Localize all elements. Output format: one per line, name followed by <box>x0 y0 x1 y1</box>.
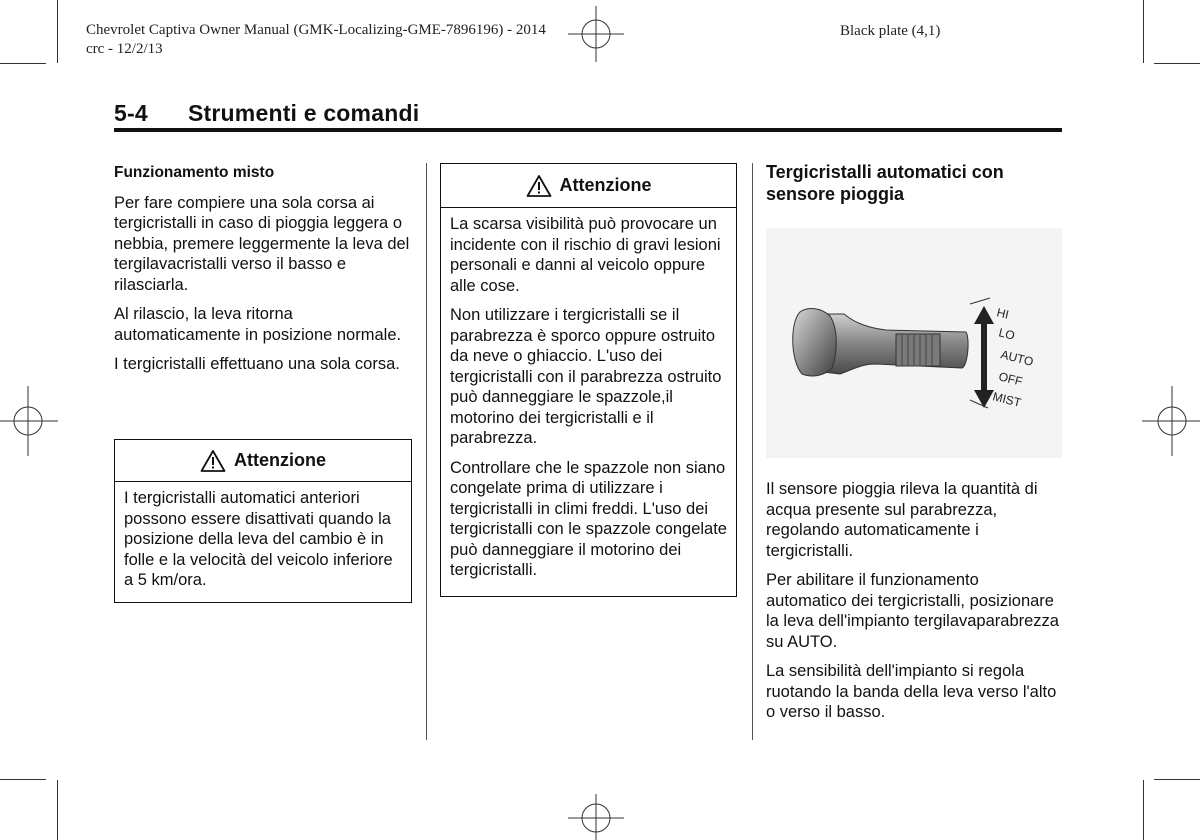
warning-triangle-icon <box>200 449 226 473</box>
subsection-heading: Tergicristalli automatici con sensore pioggia <box>766 162 1004 204</box>
crop-mark-bottom-right-h <box>1154 779 1200 780</box>
paragraph: Al rilascio, la leva ritorna automaticamente in posizione normale. <box>114 305 402 344</box>
registration-mark-icon <box>568 6 624 62</box>
column-3-body <box>766 479 1062 732</box>
warning-triangle-icon <box>526 174 552 198</box>
subheading: Funzionamento misto <box>114 164 275 181</box>
column-3-heading <box>766 161 1062 205</box>
warning-box <box>440 163 737 597</box>
crop-mark-top-left-v <box>57 0 58 63</box>
figure-label-off: OFF <box>997 369 1024 389</box>
wiper-lever-figure <box>766 228 1062 458</box>
figure-label-lo: LO <box>997 325 1017 343</box>
warning-header <box>441 164 736 208</box>
warning-text: La scarsa visibilità può provocare un incidente con il rischio di gravi lesioni personali e danni al veicolo oppure alle cose. <box>450 215 721 295</box>
wiper-lever-illustration <box>766 228 1062 458</box>
header-manual-title: Chevrolet Captiva Owner Manual (GMK-Localizing-GME-7896196) - 2014 <box>86 22 546 38</box>
warning-title: Attenzione <box>234 450 326 470</box>
running-header-left <box>86 21 546 59</box>
column-divider <box>426 163 427 740</box>
warning-text: Non utilizzare i tergicristalli se il parabrezza è sporco oppure ostruito da neve o ghiaccio. L'uso dei tergicristalli con il parabrezza ostruito può danneggiare le spazzole,il motorino dei tergicristalli e il parabrezza. <box>450 306 722 447</box>
figure-label-auto: AUTO <box>999 347 1035 369</box>
crop-mark-top-right-v <box>1143 0 1144 63</box>
warning-title: Attenzione <box>559 175 652 195</box>
section-number: 5-4 <box>114 100 148 126</box>
paragraph: Il sensore pioggia rileva la quantità di acqua presente sul parabrezza, regolando automaticamente i tergicristalli. <box>766 480 1038 560</box>
crop-mark-bottom-left-v <box>57 780 58 840</box>
paragraph: La sensibilità dell'impianto si regola ruotando la banda della leva verso l'alto o verso il basso. <box>766 662 1057 721</box>
title-rule <box>114 128 1062 132</box>
warning-box <box>114 439 412 603</box>
registration-mark-icon <box>0 386 58 456</box>
paragraph: I tergicristalli effettuano una sola corsa. <box>114 355 400 373</box>
page-title <box>114 100 419 127</box>
paragraph: Per fare compiere una sola corsa ai tergicristalli in caso di pioggia leggera o nebbia, premere leggermente la leva del tergilavacristalli verso il basso e rilasciarla. <box>114 193 410 294</box>
registration-mark-icon <box>1142 386 1200 456</box>
section-title-text: Strumenti e comandi <box>188 100 420 126</box>
warning-body <box>115 482 411 591</box>
figure-label-hi: HI <box>995 305 1011 322</box>
figure-label-mist: MIST <box>991 389 1023 410</box>
paragraph: Per abilitare il funzionamento automatico dei tergicristalli, posizionare la leva dell'impianto tergilavaparabrezza su AUTO. <box>766 571 1059 651</box>
crop-mark-top-left-h <box>0 63 46 64</box>
header-plate: Black plate (4,1) <box>840 23 941 39</box>
crop-mark-top-right-h <box>1154 63 1200 64</box>
warning-body <box>441 208 736 581</box>
crop-mark-bottom-left-h <box>0 779 46 780</box>
header-date: crc - 12/2/13 <box>86 41 163 57</box>
column-divider <box>752 163 753 740</box>
registration-mark-icon <box>568 794 624 840</box>
warning-header <box>115 440 411 482</box>
crop-mark-bottom-right-v <box>1143 780 1144 840</box>
column-1 <box>114 163 412 384</box>
warning-text: Controllare che le spazzole non siano congelate prima di utilizzare i tergicristalli in climi freddi. L'uso dei tergicristalli con le spazzole congelate può danneggiare il motorino dei tergicristalli. <box>450 458 727 579</box>
warning-text: I tergicristalli automatici anteriori possono essere disattivati quando la posizione della leva del cambio è in folle e la velocità del veicolo inferiore a 5 km/ora. <box>124 489 393 589</box>
